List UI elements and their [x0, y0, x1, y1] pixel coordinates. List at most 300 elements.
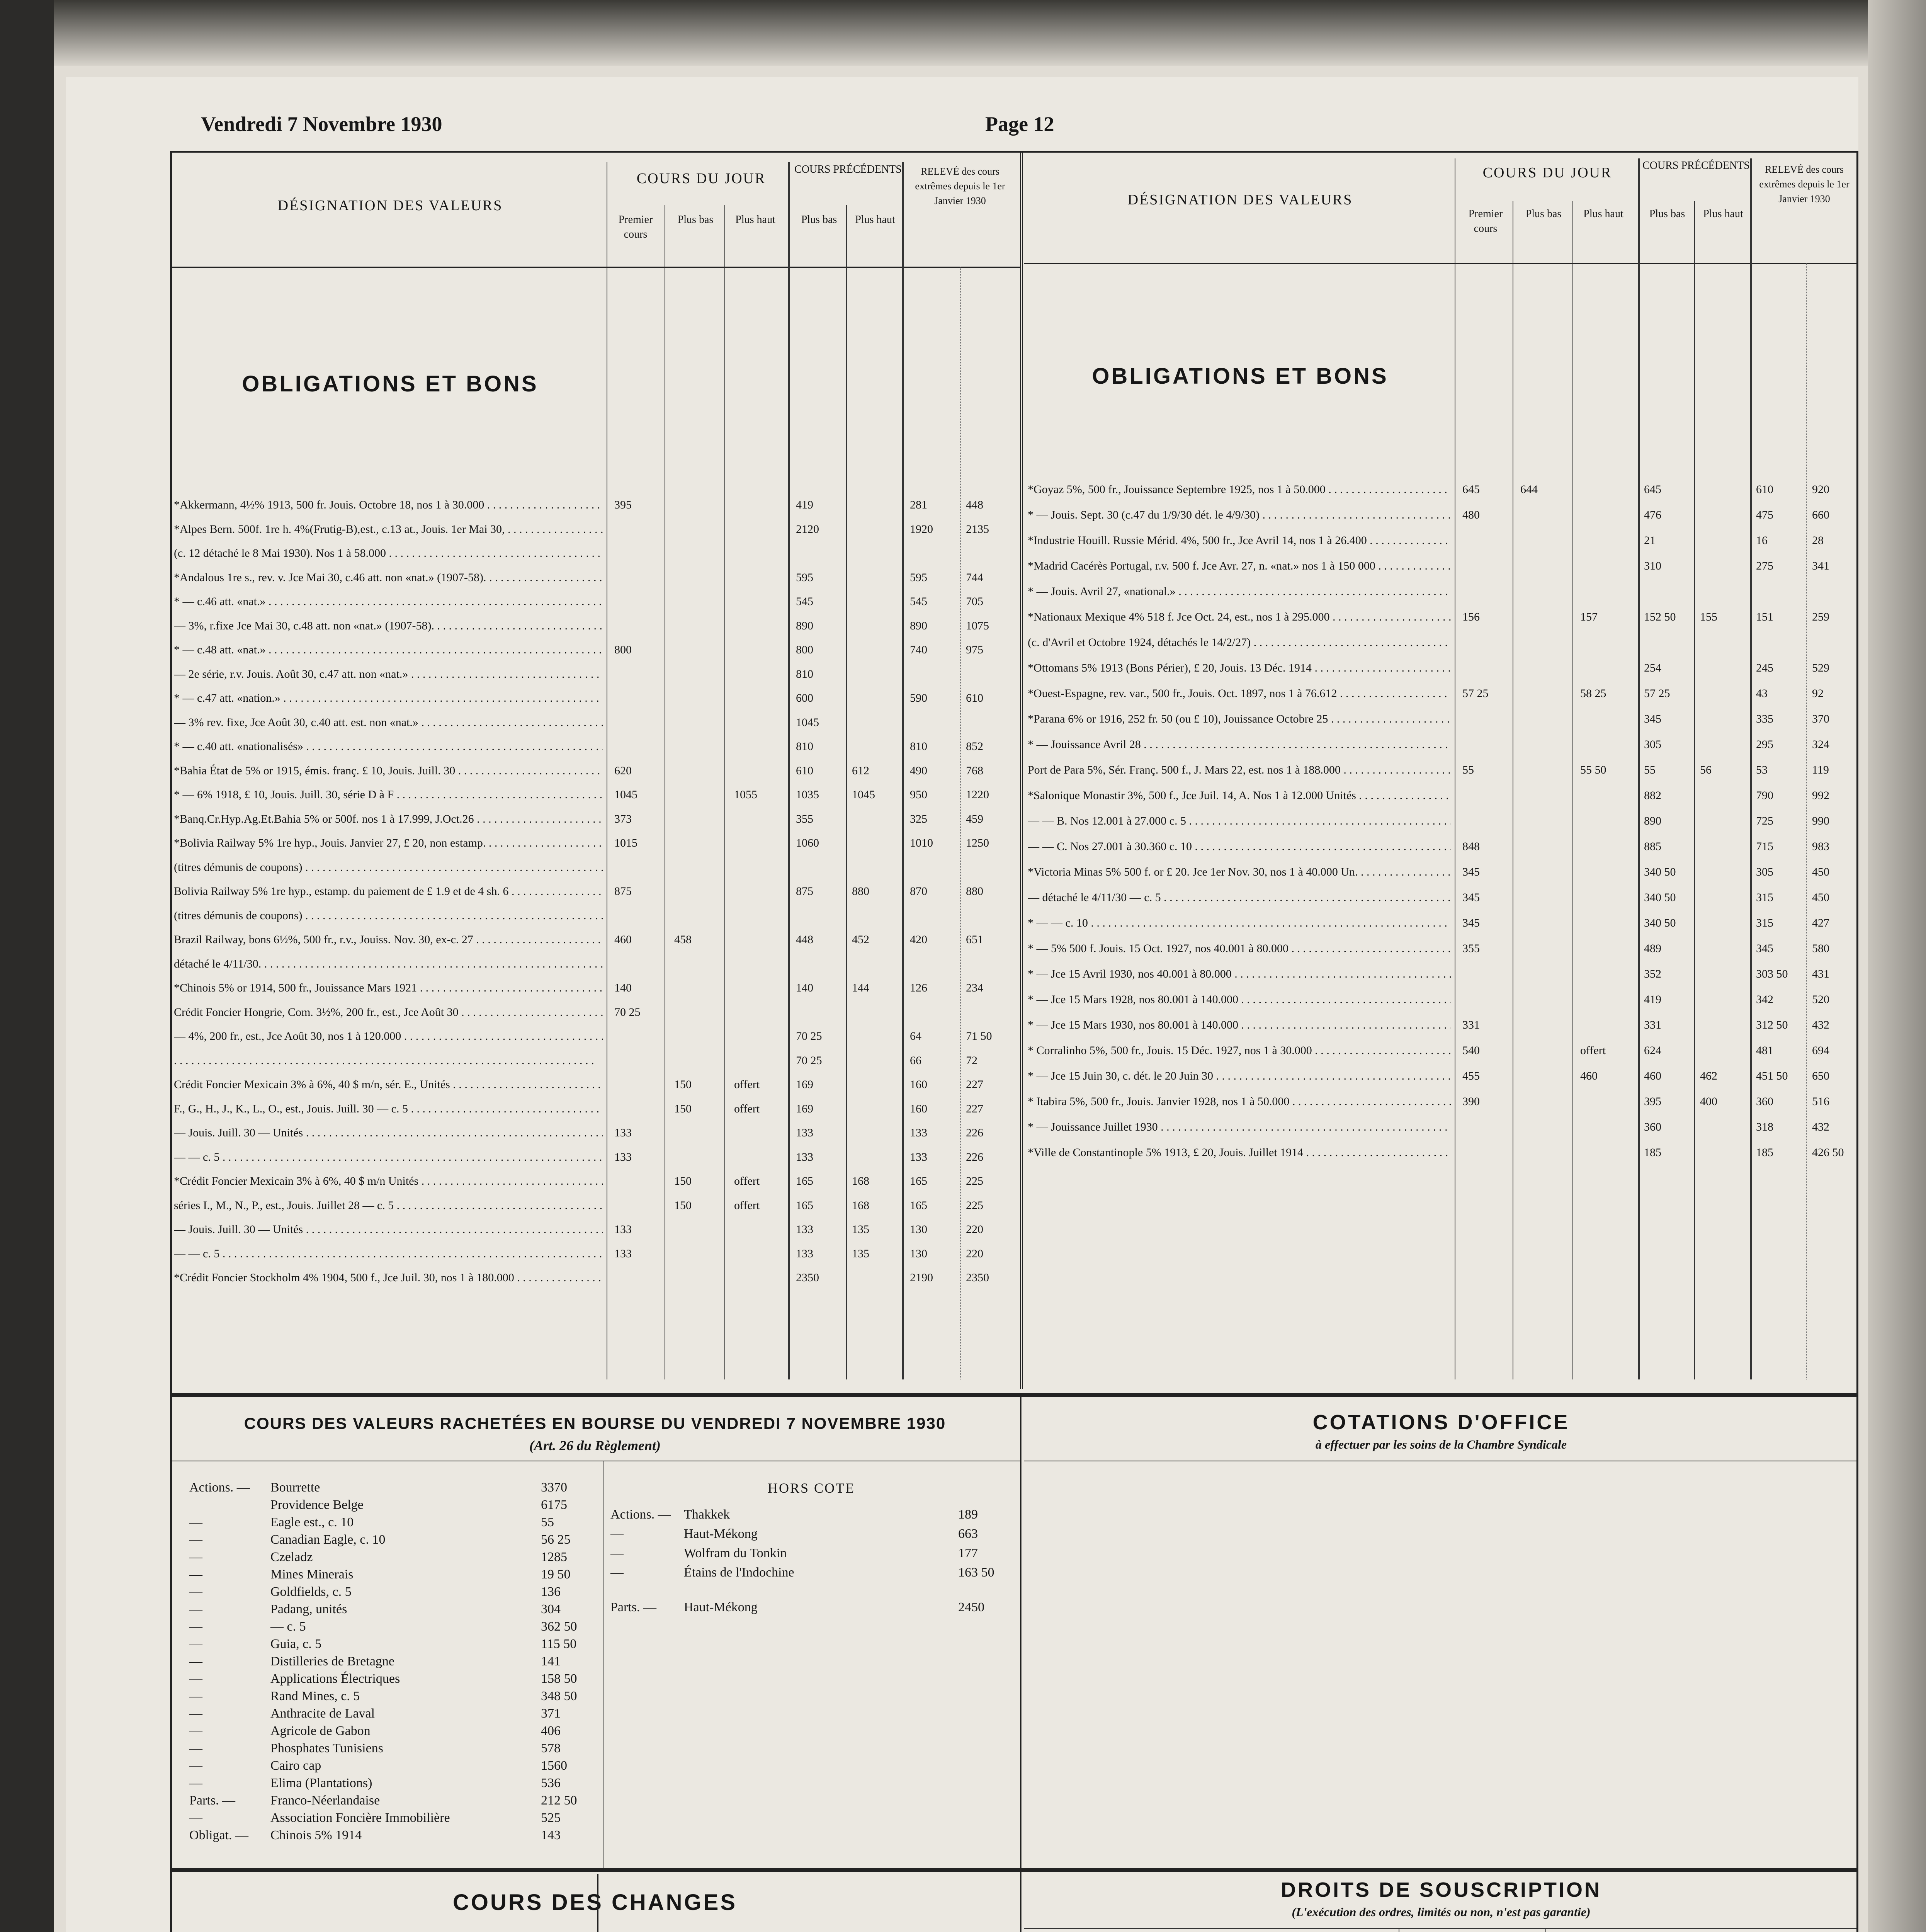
- rachetees-name: Guia, c. 5: [270, 1637, 322, 1651]
- rachetees-name: Phosphates Tunisiens: [270, 1741, 383, 1755]
- quote-label: * — c.40 att. «nationalisés» . . .: [174, 740, 603, 753]
- rachetees-category: —: [189, 1706, 202, 1721]
- quote-row: [0, 840, 1926, 853]
- hors-cote-value: 177: [958, 1546, 978, 1560]
- rachetees-value: 19 50: [541, 1567, 571, 1582]
- quote-label: *Ville de Constantinople 5% 1913, £ 20, Jouis. Juillet 1914 . . .: [1028, 1146, 1451, 1159]
- quote-premier: 480: [1462, 509, 1480, 521]
- rachetees-category: —: [189, 1585, 202, 1599]
- quote-precedent-bas: 595: [796, 571, 813, 584]
- quote-row: [0, 942, 1926, 955]
- rachetees-category: —: [189, 1550, 202, 1564]
- quote-label: — — C. Nos 27.001 à 30.360 c. 10 . . .: [1028, 840, 1451, 853]
- quote-releve-haut: 220: [966, 1247, 983, 1260]
- quote-plus-haut: offert: [734, 1102, 760, 1115]
- quote-releve-bas: 2190: [910, 1271, 933, 1284]
- left-designation-header: DÉSIGNATION DES VALEURS: [277, 197, 503, 214]
- quote-label: (c. d'Avril et Octobre 1924, détachés le 14/2/27) . . .: [1028, 636, 1451, 649]
- rachetees-value: 348 50: [541, 1689, 577, 1703]
- quote-precedent-bas: 419: [1644, 993, 1661, 1006]
- quote-precedent-bas: 645: [1644, 483, 1661, 496]
- quote-precedent-bas: 331: [1644, 1019, 1661, 1031]
- quote-precedent-bas: 419: [796, 498, 813, 511]
- quote-label: * — Jce 15 Juin 30, c. dét. le 20 Juin 30 . . .: [1028, 1070, 1451, 1083]
- hors-cote-item: [0, 1526, 1926, 1542]
- rachetees-value: 143: [541, 1828, 561, 1842]
- rachetees-name: Eagle est., c. 10: [270, 1515, 354, 1529]
- quote-precedent-bas: 476: [1644, 509, 1661, 521]
- quote-releve-bas: 590: [910, 692, 927, 704]
- quote-plus-haut: 460: [1580, 1070, 1598, 1082]
- right-premier-header: Premier cours: [1468, 208, 1503, 235]
- quote-releve-haut: 520: [1812, 993, 1829, 1006]
- rachetees-item: [0, 1689, 1926, 1704]
- quote-label: * — 5% 500 f. Jouis. 15 Oct. 1927, nos 40.001 à 80.000 . . .: [1028, 942, 1451, 955]
- quote-premier: 133: [614, 1247, 632, 1260]
- hors-cote-category: —: [610, 1565, 624, 1580]
- hors-cote-value: 663: [958, 1527, 978, 1541]
- quote-releve-haut: 220: [966, 1223, 983, 1236]
- rachetees-category: —: [189, 1689, 202, 1703]
- rachetees-category: —: [189, 1567, 202, 1582]
- rachetees-value: 56 25: [541, 1532, 571, 1547]
- quote-premier: 645: [1462, 483, 1480, 496]
- quote-premier: 345: [1462, 866, 1480, 878]
- quote-precedent-bas: 133: [796, 1223, 813, 1236]
- quote-label: *Ouest-Espagne, rev. var., 500 fr., Jouis. Oct. 1897, nos 1 à 76.612 . . .: [1028, 687, 1451, 700]
- hors-cote-name: Thakkek: [684, 1507, 730, 1522]
- quote-row: [0, 1044, 1926, 1057]
- rachetees-category: —: [189, 1741, 202, 1755]
- quote-precedent-haut: 135: [852, 1223, 869, 1236]
- quote-row: [0, 636, 1926, 649]
- quote-precedent-bas: 395: [1644, 1095, 1661, 1108]
- quote-releve-haut: 1250: [966, 837, 989, 849]
- quote-precedent-bas: 545: [796, 595, 813, 608]
- quote-label: *Crédit Foncier Mexicain 3% à 6%, 40 $ m/n Unités . . .: [174, 1175, 603, 1188]
- quote-releve-bas: 160: [910, 1078, 927, 1091]
- rachetees-name: Padang, unités: [270, 1602, 347, 1616]
- rachetees-item: [0, 1706, 1926, 1721]
- quote-precedent-bas: 890: [1644, 815, 1661, 827]
- quote-releve-bas: 130: [910, 1223, 927, 1236]
- rachetees-category: —: [189, 1672, 202, 1686]
- quote-precedent-bas: 882: [1644, 789, 1661, 802]
- quote-precedent-haut: 452: [852, 933, 869, 946]
- quote-releve-bas: 810: [910, 740, 927, 753]
- quote-releve-bas: 475: [1756, 509, 1773, 521]
- quote-releve-haut: 234: [966, 981, 983, 994]
- quote-releve-haut: 259: [1812, 611, 1829, 623]
- changes-mid-divider: [597, 1874, 598, 1932]
- changes-divider: [1020, 1872, 1022, 1932]
- quote-premier: 800: [614, 643, 632, 656]
- quote-precedent-bas: 169: [796, 1078, 813, 1091]
- souscription-header-line: [1024, 1928, 1856, 1929]
- quote-releve-bas: 790: [1756, 789, 1773, 802]
- hors-cote-name: Haut-Mékong: [684, 1600, 758, 1614]
- quote-plus-haut: offert: [734, 1199, 760, 1212]
- quote-releve-haut: 432: [1812, 1121, 1829, 1133]
- hors-cote-value: 189: [958, 1507, 978, 1522]
- souscription-subtitle: (L'exécution des ordres, limités ou non, n'est pas garantie): [1292, 1905, 1591, 1919]
- quote-row: [0, 547, 1926, 560]
- left-prec-bas-header: Plus bas: [801, 214, 837, 226]
- quote-releve-haut: 426 50: [1812, 1146, 1844, 1159]
- quote-releve-haut: 744: [966, 571, 983, 584]
- quote-releve-haut: 450: [1812, 866, 1829, 878]
- quote-precedent-bas: 70 25: [796, 1030, 822, 1043]
- quote-row: [0, 483, 1926, 496]
- quote-releve-haut: 516: [1812, 1095, 1829, 1108]
- right-releve-header: RELEVÉ des cours extrêmes depuis le 1er Janvier 1930: [1759, 164, 1850, 204]
- rachetees-item: [0, 1793, 1926, 1808]
- rachetees-name: Anthracite de Laval: [270, 1706, 375, 1721]
- quote-premier: 156: [1462, 611, 1480, 623]
- quote-releve-bas: 451 50: [1756, 1070, 1788, 1082]
- quote-label: *Parana 6% or 1916, 252 fr. 50 (ou £ 10), Jouissance Octobre 25 . . .: [1028, 713, 1451, 726]
- quote-row: [0, 968, 1926, 981]
- hors-cote-category: Actions. —: [610, 1507, 671, 1522]
- quote-label: * — Jouis. Sept. 30 (c.47 du 1/9/30 dét. le 4/9/30) . . .: [1028, 509, 1451, 522]
- quote-premier: 133: [614, 1223, 632, 1236]
- quote-plus-bas: 458: [674, 933, 692, 946]
- quote-releve-bas: 595: [910, 571, 927, 584]
- quote-releve-haut: 226: [966, 1150, 983, 1163]
- quote-releve-bas: 610: [1756, 483, 1773, 496]
- rachetees-item: [0, 1636, 1926, 1652]
- quote-premier: 455: [1462, 1070, 1480, 1082]
- quote-label: — Jouis. Juill. 30 — Unités . . .: [174, 1223, 603, 1236]
- quote-releve-haut: 448: [966, 498, 983, 511]
- quote-releve-bas: 318: [1756, 1121, 1773, 1133]
- quote-premier: 1015: [614, 837, 637, 849]
- rachetees-category: Parts. —: [189, 1793, 235, 1808]
- quote-plus-haut: 55 50: [1580, 764, 1606, 776]
- quote-premier: 70 25: [614, 1005, 641, 1019]
- cotations-title: COTATIONS D'OFFICE: [1312, 1411, 1570, 1434]
- quote-releve-bas: 126: [910, 981, 927, 994]
- quote-releve-haut: 880: [966, 885, 983, 898]
- quote-row: [0, 509, 1926, 522]
- quote-releve-haut: 450: [1812, 891, 1829, 904]
- rachetees-name: Mines Minerais: [270, 1567, 354, 1582]
- quote-label: *Bahia État de 5% or 1915, émis. franç. £ 10, Jouis. Juill. 30 . . .: [174, 764, 603, 777]
- quote-releve-haut: 427: [1812, 917, 1829, 929]
- quote-row: [0, 1247, 1926, 1260]
- rachetees-name: Elima (Plantations): [270, 1776, 372, 1790]
- quote-releve-haut: 92: [1812, 687, 1824, 700]
- quote-label: * — Jce 15 Avril 1930, nos 40.001 à 80.000 . . .: [1028, 968, 1451, 981]
- quote-precedent-haut: 168: [852, 1199, 869, 1212]
- quote-releve-bas: 725: [1756, 815, 1773, 827]
- quote-plus-bas: 150: [674, 1175, 692, 1187]
- quote-releve-bas: 130: [910, 1247, 927, 1260]
- rachetees-title: COURS DES VALEURS RACHETÉES EN BOURSE DU VENDREDI 7 NOVEMBRE 1930: [244, 1414, 946, 1432]
- quote-releve-haut: 990: [1812, 815, 1829, 827]
- quote-row: [0, 789, 1926, 802]
- quote-precedent-haut: 56: [1700, 764, 1712, 776]
- quote-releve-haut: 529: [1812, 662, 1829, 674]
- quote-precedent-bas: 1045: [796, 716, 819, 729]
- quote-precedent-bas: 165: [796, 1199, 813, 1212]
- rachetees-item: [0, 1654, 1926, 1669]
- left-section-title: OBLIGATIONS ET BONS: [242, 371, 539, 396]
- quote-row: [0, 981, 1926, 995]
- quote-releve-haut: 72: [966, 1054, 977, 1067]
- quote-label: — 3%, r.fixe Jce Mai 30, c.48 att. non «nat.» (1907-58). . . .: [174, 619, 603, 633]
- quote-label: détaché le 4/11/30. . . .: [174, 957, 603, 971]
- quote-row: [0, 611, 1926, 624]
- quote-releve-bas: 312 50: [1756, 1019, 1788, 1031]
- rachetees-category: Actions. —: [189, 1480, 250, 1495]
- quote-releve-haut: 432: [1812, 1019, 1829, 1031]
- rachetees-name: Rand Mines, c. 5: [270, 1689, 360, 1703]
- quote-precedent-bas: 810: [796, 740, 813, 753]
- quote-label: — 2e série, r.v. Jouis. Août 30, c.47 att. non «nat.» . . .: [174, 668, 603, 681]
- rachetees-value: 6175: [541, 1498, 567, 1512]
- quote-label: séries I., M., N., P., est., Jouis. Juillet 28 — c. 5 . . .: [174, 1199, 603, 1212]
- quote-releve-haut: 227: [966, 1078, 983, 1091]
- rachetees-name: Association Foncière Immobilière: [270, 1811, 450, 1825]
- quote-row: [0, 1146, 1926, 1159]
- quote-releve-bas: 1920: [910, 522, 933, 536]
- quote-row: [0, 560, 1926, 573]
- quote-plus-bas: 150: [674, 1078, 692, 1091]
- left-premier-header: Premier cours: [618, 214, 653, 240]
- quote-releve-haut: 225: [966, 1199, 983, 1212]
- quote-row: [0, 1175, 1926, 1188]
- quote-premier: 620: [614, 764, 632, 777]
- rachetees-value: 371: [541, 1706, 561, 1721]
- quote-releve-bas: 950: [910, 788, 927, 801]
- quote-label: *Banq.Cr.Hyp.Ag.Et.Bahia 5% or 500f. nos 1 à 17.999, J.Oct.26 . . .: [174, 813, 603, 826]
- rachetees-item: [0, 1828, 1926, 1843]
- quote-precedent-bas: 2350: [796, 1271, 819, 1284]
- quote-label: * Itabira 5%, 500 fr., Jouis. Janvier 1928, nos 1 à 50.000 . . .: [1028, 1095, 1451, 1108]
- rachetees-category: —: [189, 1724, 202, 1738]
- quote-label: (c. 12 détaché le 8 Mai 1930). Nos 1 à 58.000 . . .: [174, 547, 603, 560]
- quote-precedent-bas: 624: [1644, 1044, 1661, 1057]
- quote-releve-haut: 1075: [966, 619, 989, 632]
- quote-releve-bas: 305: [1756, 866, 1773, 878]
- quote-precedent-bas: 1060: [796, 837, 819, 849]
- quote-plus-haut: offert: [1580, 1044, 1606, 1057]
- hors-cote-category: —: [610, 1546, 624, 1560]
- left-plus-haut-header: Plus haut: [735, 214, 775, 226]
- quote-precedent-bas: 169: [796, 1102, 813, 1115]
- quote-label: * — c.46 att. «nat.» . . .: [174, 595, 603, 608]
- quote-label: *Salonique Monastir 3%, 500 f., Jce Juil. 14, A. Nos 1 à 12.000 Unités . . .: [1028, 789, 1451, 802]
- rachetees-value: 304: [541, 1602, 561, 1616]
- rachetees-category: —: [189, 1776, 202, 1790]
- quote-releve-bas: 1010: [910, 837, 933, 849]
- quote-label: * — Jouissance Juillet 1930 . . .: [1028, 1121, 1451, 1134]
- quote-releve-bas: 870: [910, 885, 927, 898]
- quote-releve-haut: 2350: [966, 1271, 989, 1284]
- quote-releve-bas: 360: [1756, 1095, 1773, 1108]
- quote-label: *Victoria Minas 5% 500 f. or £ 20. Jce 1er Nov. 30, nos 1 à 40.000 Un. . . .: [1028, 866, 1451, 879]
- left-header-bottom-line: [172, 267, 1020, 268]
- quote-label: * — 6% 1918, £ 10, Jouis. Juill. 30, série D à F . . .: [174, 788, 603, 801]
- quote-row: [0, 534, 1926, 547]
- left-plus-bas-header: Plus bas: [677, 214, 714, 226]
- quote-label: *Nationaux Mexique 4% 518 f. Jce Oct. 24, est., nos 1 à 295.000 . . .: [1028, 611, 1451, 624]
- rachetees-value: 3370: [541, 1480, 567, 1495]
- quote-precedent-bas: 305: [1644, 738, 1661, 751]
- quote-releve-bas: 315: [1756, 917, 1773, 929]
- quote-plus-haut: 157: [1580, 611, 1598, 623]
- rachetees-value: 136: [541, 1585, 561, 1599]
- quote-precedent-bas: 140: [796, 981, 813, 994]
- rachetees-name: Providence Belge: [270, 1498, 364, 1512]
- quote-precedent-bas: 352: [1644, 968, 1661, 980]
- quote-precedent-bas: 800: [796, 643, 813, 656]
- rachetees-value: 115 50: [541, 1637, 577, 1651]
- quote-row: [0, 1199, 1926, 1212]
- quote-label: * — c.48 att. «nat.» . . .: [174, 643, 603, 656]
- quote-releve-bas: 295: [1756, 738, 1773, 751]
- quote-releve-haut: 975: [966, 643, 983, 656]
- quote-label: *Madrid Cacérès Portugal, r.v. 500 f. Jce Avr. 27, n. «nat.» nos 1 à 150 000 . . .: [1028, 560, 1451, 573]
- quote-releve-bas: 715: [1756, 840, 1773, 853]
- right-plus-bas-header: Plus bas: [1525, 208, 1562, 220]
- quote-precedent-bas: 2120: [796, 522, 819, 536]
- quote-plus-bas: 150: [674, 1102, 692, 1115]
- quote-label: *Chinois 5% or 1914, 500 fr., Jouissance Mars 1921 . . .: [174, 981, 603, 995]
- rachetees-value: 362 50: [541, 1619, 577, 1634]
- quote-precedent-haut: 612: [852, 764, 869, 777]
- quote-releve-haut: 71 50: [966, 1030, 992, 1043]
- header-page-number: Page 12: [985, 112, 1054, 136]
- quote-releve-bas: 345: [1756, 942, 1773, 955]
- quote-precedent-bas: 133: [796, 1150, 813, 1163]
- right-prec-bas-header: Plus bas: [1649, 208, 1685, 220]
- souscription-title: DROITS DE SOUSCRIPTION: [1280, 1878, 1602, 1901]
- quote-precedent-bas: 310: [1644, 560, 1661, 572]
- hors-cote-category: —: [610, 1527, 624, 1541]
- quote-releve-bas: 335: [1756, 713, 1773, 725]
- quote-releve-bas: 133: [910, 1126, 927, 1139]
- hors-cote-name: Étains de l'Indochine: [684, 1565, 794, 1580]
- rachetees-item: [0, 1810, 1926, 1826]
- right-cours-jour-header: COURS DU JOUR: [1482, 165, 1612, 181]
- quote-label: Crédit Foncier Mexicain 3% à 6%, 40 $ m/n, sér. E., Unités . . .: [174, 1078, 603, 1091]
- quote-premier: 133: [614, 1150, 632, 1163]
- quote-label: — — c. 5 . . .: [174, 1247, 603, 1260]
- quote-row: [0, 812, 1926, 828]
- quote-row: [0, 764, 1926, 777]
- quote-releve-haut: 459: [966, 812, 983, 825]
- hors-cote-category: Parts. —: [610, 1600, 656, 1614]
- quote-label: *Goyaz 5%, 500 fr., Jouissance Septembre 1925, nos 1 à 50.000 . . .: [1028, 483, 1451, 496]
- quote-releve-bas: 303 50: [1756, 968, 1788, 980]
- quote-precedent-haut: 880: [852, 885, 869, 898]
- quote-releve-haut: 28: [1812, 534, 1824, 547]
- rachetees-subtitle: (Art. 26 du Règlement): [529, 1438, 661, 1453]
- rachetees-value: 578: [541, 1741, 561, 1755]
- quote-label: — 4%, 200 fr., est., Jce Août 30, nos 1 à 120.000 . . .: [174, 1030, 603, 1043]
- rachetees-value: 525: [541, 1811, 561, 1825]
- quote-releve-bas: 481: [1756, 1044, 1773, 1057]
- quote-precedent-bas: 55: [1644, 764, 1656, 776]
- rachetees-name: Bourrette: [270, 1480, 320, 1495]
- rachetees-name: Distilleries de Bretagne: [270, 1654, 395, 1668]
- quote-row: [0, 662, 1926, 675]
- rachetees-name: Chinois 5% 1914: [270, 1828, 362, 1842]
- quote-releve-haut: 227: [966, 1102, 983, 1115]
- quote-precedent-haut: 135: [852, 1247, 869, 1260]
- quote-row: [0, 1030, 1926, 1043]
- quote-premier: 133: [614, 1126, 632, 1139]
- quote-premier: 55: [1462, 764, 1474, 776]
- header-date: Vendredi 7 Novembre 1930: [201, 112, 442, 136]
- quote-releve-haut: 660: [1812, 509, 1829, 521]
- right-designation-header: DÉSIGNATION DES VALEURS: [1127, 192, 1353, 208]
- rachetees-item: [0, 1758, 1926, 1774]
- quote-releve-bas: 281: [910, 498, 927, 511]
- left-precedents-header: COURS PRÉCÉDENTS: [794, 163, 902, 175]
- quote-label: * — Jouis. Avril 27, «national.» . . .: [1028, 585, 1451, 598]
- quote-precedent-haut: 462: [1700, 1070, 1717, 1082]
- rachetees-item: [0, 1776, 1926, 1791]
- left-releve-header: RELEVÉ des cours extrêmes depuis le 1er Janvier 1930: [915, 166, 1005, 206]
- quote-precedent-bas: 1035: [796, 788, 819, 801]
- rachetees-value: 55: [541, 1515, 554, 1529]
- hors-cote-name: Haut-Mékong: [684, 1527, 758, 1541]
- quote-row: [0, 585, 1926, 598]
- quote-precedent-haut: 400: [1700, 1095, 1717, 1108]
- quote-releve-haut: 992: [1812, 789, 1829, 802]
- quote-precedent-bas: 875: [796, 885, 813, 898]
- quote-premier: 460: [614, 933, 632, 946]
- rachetees-category: —: [189, 1532, 202, 1547]
- quote-releve-bas: 342: [1756, 993, 1773, 1006]
- quote-precedent-haut: 1045: [852, 788, 875, 801]
- rachetees-name: Franco-Néerlandaise: [270, 1793, 380, 1808]
- quote-precedent-bas: 340 50: [1644, 891, 1676, 904]
- quote-premier: 540: [1462, 1044, 1480, 1057]
- rachetees-item: [0, 1741, 1926, 1756]
- quote-label: *Alpes Bern. 500f. 1re h. 4%(Frutig-B),est., c.13 at., Jouis. 1er Mai 30, . . .: [174, 523, 603, 536]
- quote-precedent-bas: 355: [796, 812, 813, 825]
- quote-precedent-bas: 610: [796, 764, 813, 777]
- quote-row: [0, 1271, 1926, 1284]
- rachetees-category: —: [189, 1602, 202, 1616]
- quote-releve-haut: 225: [966, 1175, 983, 1187]
- rachetees-value: 141: [541, 1654, 561, 1668]
- quote-releve-haut: 705: [966, 595, 983, 608]
- hors-cote-item: [0, 1600, 1926, 1615]
- quote-label: * — Jce 15 Mars 1930, nos 80.001 à 140.000 . . .: [1028, 1019, 1451, 1032]
- rachetees-name: Cairo cap: [270, 1759, 321, 1773]
- rachetees-value: 536: [541, 1776, 561, 1790]
- quote-precedent-bas: 340 50: [1644, 917, 1676, 929]
- quote-label: — — B. Nos 12.001 à 27.000 c. 5 . . .: [1028, 815, 1451, 828]
- quote-precedent-bas: 254: [1644, 662, 1661, 674]
- rachetees-category: —: [189, 1811, 202, 1825]
- quote-releve-bas: 315: [1756, 891, 1773, 904]
- rachetees-name: Applications Électriques: [270, 1672, 400, 1686]
- quote-releve-haut: 431: [1812, 968, 1829, 980]
- quote-plus-haut: 1055: [734, 788, 757, 801]
- right-header-bottom-line: [1024, 263, 1856, 264]
- rachetees-name: Goldfields, c. 5: [270, 1585, 352, 1599]
- quote-label: * — Jouissance Avril 28 . . .: [1028, 738, 1451, 751]
- rachetees-name: — c. 5: [270, 1619, 306, 1634]
- quote-releve-bas: 43: [1756, 687, 1768, 700]
- quote-precedent-bas: 21: [1644, 534, 1656, 547]
